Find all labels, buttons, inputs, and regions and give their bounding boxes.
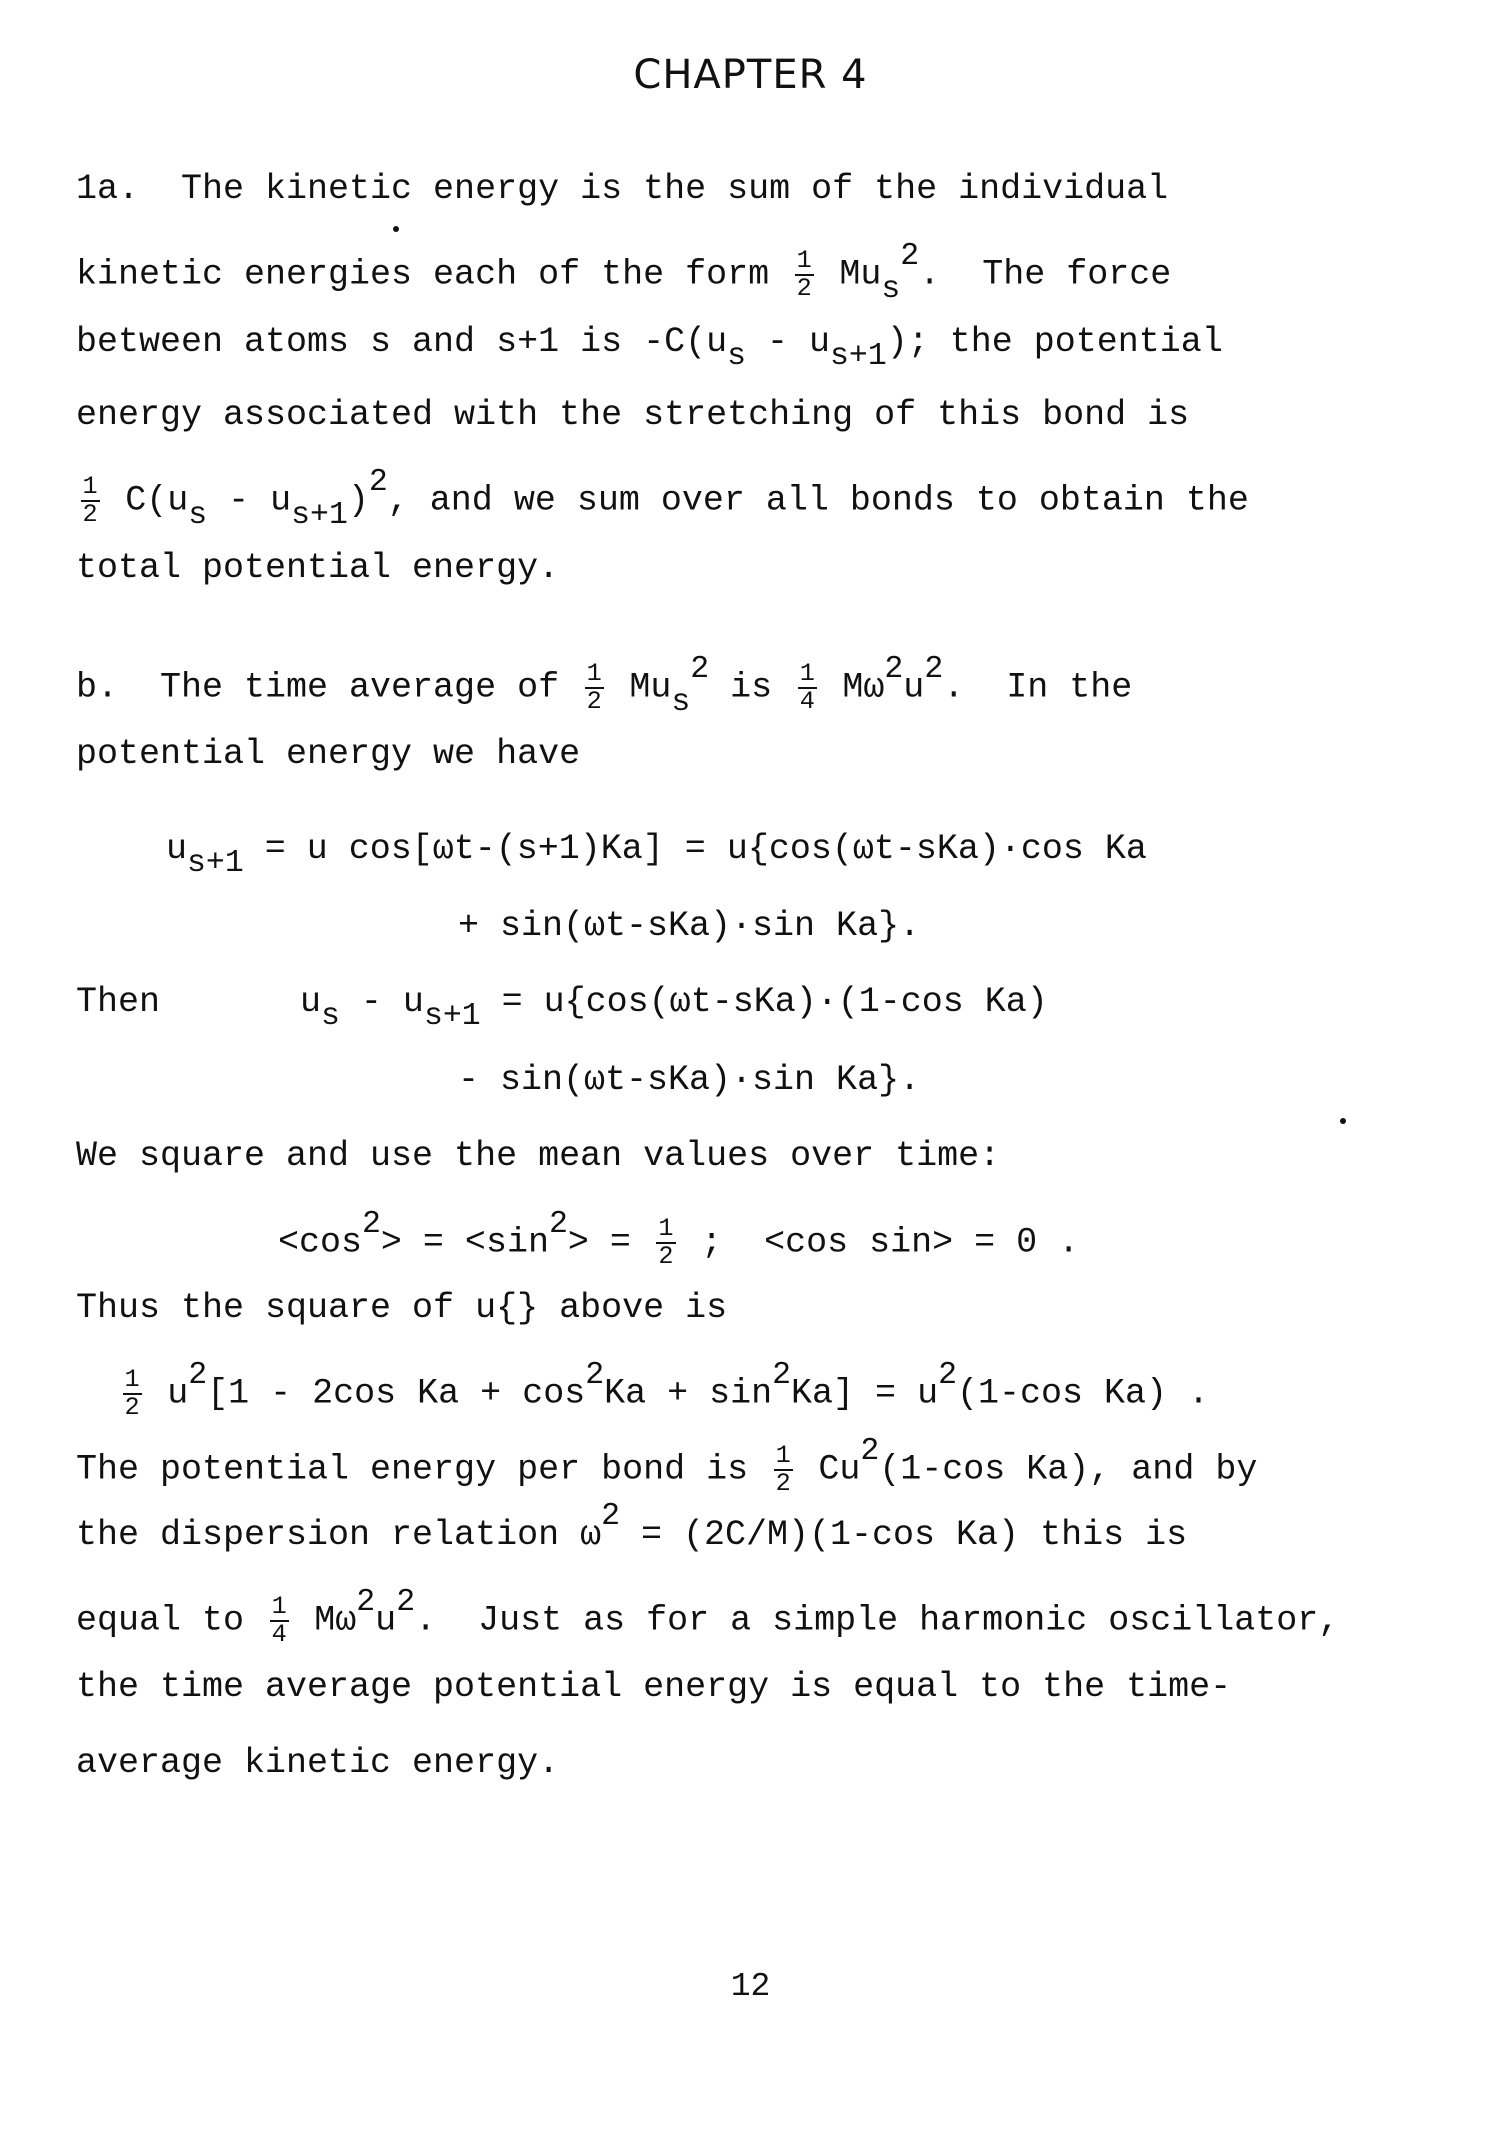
equation-line: + sin(ωt-sKa)·sin Ka}.	[458, 906, 921, 946]
text-line: We square and use the mean values over time:	[76, 1136, 1001, 1176]
fraction-half: $\frac{1}{2}$	[585, 661, 604, 714]
text-line: $\frac{1}{2}$ C(us - us+1)2, and we sum over all bonds to obtain the	[76, 474, 1249, 527]
fraction-half: $\frac{1}{2}$	[81, 474, 100, 527]
text-line: average kinetic energy.	[76, 1743, 560, 1783]
page-number: 12	[730, 1968, 771, 2005]
scan-speck	[393, 226, 399, 232]
fraction-half: $\frac{1}{2}$	[774, 1443, 793, 1496]
scan-speck	[1340, 1118, 1346, 1124]
equation-line: <cos2> = <sin2> = $\frac{1}{2}$ ; <cos sin> = 0 .	[278, 1206, 1080, 1271]
fraction-half: $\frac{1}{2}$	[123, 1367, 142, 1420]
chapter-heading: CHAPTER 4	[633, 52, 868, 98]
text-line: kinetic energies each of the form $\frac{1}{2}$ Mus2. The force	[76, 238, 1172, 307]
fraction-quarter: $\frac{1}{4}$	[798, 661, 817, 714]
equation-line: $\frac{1}{2}$ u2[1 - 2cos Ka + cos2Ka + sin2Ka] = u2(1-cos Ka) .	[118, 1367, 1209, 1420]
text-line: The potential energy per bond is $\frac{1}{2}$ Cu2(1-cos Ka), and by	[76, 1433, 1258, 1498]
text-line: the dispersion relation ω2 = (2C/M)(1-cos Ka) this is	[76, 1499, 1188, 1555]
equation-line: us - us+1 = u{cos(ωt-sKa)·(1-cos Ka)	[300, 982, 1048, 1035]
text-line: Thus the square of u{} above is	[76, 1288, 728, 1328]
text-line: total potential energy.	[76, 548, 560, 588]
text-line: energy associated with the stretching of this bond is	[76, 395, 1190, 435]
equation-line: - sin(ωt-sKa)·sin Ka}.	[458, 1060, 921, 1100]
text-line: equal to $\frac{1}{4}$ Mω2u2. Just as for a simple harmonic oscillator,	[76, 1584, 1340, 1649]
text-line: between atoms s and s+1 is -C(us - us+1); the potential	[76, 322, 1223, 375]
fraction-half: $\frac{1}{2}$	[795, 248, 814, 301]
fraction-quarter: $\frac{1}{4}$	[270, 1594, 289, 1647]
equation-line: us+1 = u cos[ωt-(s+1)Ka] = u{cos(ωt-sKa)·cos Ka	[166, 829, 1147, 882]
fraction-half: $\frac{1}{2}$	[656, 1216, 675, 1269]
text-line: 1a. The kinetic energy is the sum of the individual	[76, 169, 1169, 209]
text-line: b. The time average of $\frac{1}{2}$ Mus2 is $\frac{1}{4}$ Mω2u2. In the	[76, 651, 1133, 720]
text-line: Then	[76, 982, 161, 1022]
text-line: potential energy we have	[76, 734, 581, 774]
text-line: the time average potential energy is equal to the time-	[76, 1667, 1232, 1707]
